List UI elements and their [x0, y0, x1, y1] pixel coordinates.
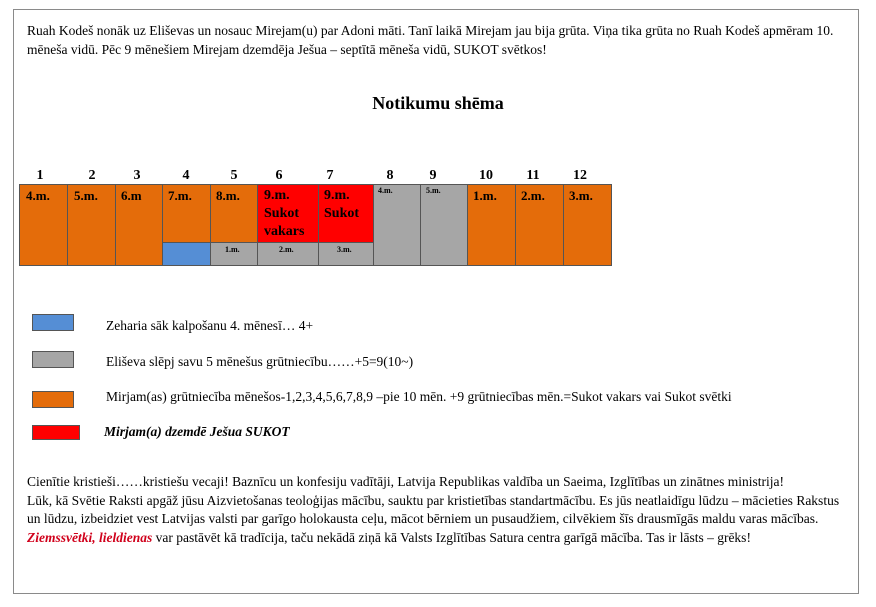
legend-swatch-orange: [32, 391, 74, 408]
highlighted-phrase: Ziemssvētki, lieldienas: [27, 529, 153, 545]
month-number: 11: [526, 168, 540, 183]
legend-text: Mirjam(a) dzemdē Ješua SUKOT: [104, 424, 290, 439]
legend-swatch-blue: [32, 314, 74, 331]
cell-label: 2.m.: [521, 188, 545, 203]
month-number: 12: [573, 168, 587, 183]
closing-paragraph: [27, 529, 847, 548]
month-number: 5: [230, 168, 238, 183]
legend-text: Eliševa slēpj savu 5 mēnešus grūtniecību……+5=9(10~): [106, 354, 414, 369]
closing-text: [27, 473, 847, 547]
cell-label: 9.m. Sukot vakars: [264, 188, 305, 239]
timeline-cell-gray: [373, 184, 421, 266]
cell-label: 3.m.: [569, 188, 593, 203]
month-number: 4: [182, 168, 190, 183]
timeline-cell-gray: [420, 184, 468, 266]
month-number: 1: [36, 168, 44, 183]
cell-label-small: 4.m.: [378, 186, 393, 195]
month-number: 8: [386, 168, 394, 183]
month-number: 7: [326, 168, 334, 183]
legend-swatch-gray: [32, 351, 74, 368]
cell-label: 4.m.: [26, 188, 50, 203]
cell-label: 8.m.: [216, 188, 240, 203]
cell-label-small: 3.m.: [337, 245, 352, 254]
month-number: 2: [88, 168, 96, 183]
cell-label: 9.m. Sukot: [324, 188, 360, 221]
cell-label-small: 1.m.: [225, 245, 240, 254]
month-number: 10: [479, 168, 493, 183]
cell-label: 6.m: [121, 188, 142, 203]
timeline-cell-blue: [162, 242, 211, 266]
month-number: 6: [275, 168, 283, 183]
month-number: 9: [429, 168, 437, 183]
cell-label-small: 5.m.: [426, 186, 441, 195]
month-number: 3: [133, 168, 141, 183]
cell-label-small: 2.m.: [279, 245, 294, 254]
closing-sentence: var pastāvēt kā tradīcija, taču nekādā ziņā kā Valsts Izglītības Satura centra garīgā mācība. Tas ir lāsts – grēks!: [152, 529, 751, 545]
legend-text: Zeharia sāk kalpošanu 4. mēnesī… 4+: [106, 318, 314, 333]
intro-paragraph: Ruah Kodeš nonāk uz Eliševas un nosauc Mirejam(u) par Adoni māti. Tanī laikā Mirejam jau bija grūta. Viņa tika grūta no Ruah Kodeš apmēram 10. mēneša vidū. Pēc 9 mēnešiem Mirejam dzemdēja Ješua – septītā mēneša vidū, SUKOT svētkos!: [27, 23, 834, 57]
cell-label: 7.m.: [168, 188, 192, 203]
legend-swatch-red: [32, 425, 80, 440]
cell-label: 1.m.: [473, 188, 497, 203]
scheme-title: Notikumu shēma: [372, 93, 504, 113]
legend-text: Mirjam(as) grūtniecība mēnešos-1,2,3,4,5,6,7,8,9 –pie 10 mēn. +9 grūtniecības mēn.=Sukot vakars vai Sukot svētki: [106, 389, 732, 404]
closing-paragraph: Lūk, kā Svētie Raksti apgāž jūsu Aizvietošanas teoloģijas mācību, sauktu par kristietības standartmācību. Es jūs neatlaidīgu lūdzu – mācieties Rakstus un lūdzu, izbeidziet vest Latvijas valsti par garīgo holokausta ceļu, mācot bērniem un pusaudžiem, cilvēkiem šīs drausmīgās maldu varas mācības.: [27, 492, 840, 526]
closing-paragraph: Cienītie kristieši……kristiešu vecaji! Baznīcu un konfesiju vadītāji, Latvija Republikas valdība un Saeima, Izglītības un zinātnes ministrija!: [27, 474, 784, 489]
cell-label: 5.m.: [74, 188, 98, 203]
